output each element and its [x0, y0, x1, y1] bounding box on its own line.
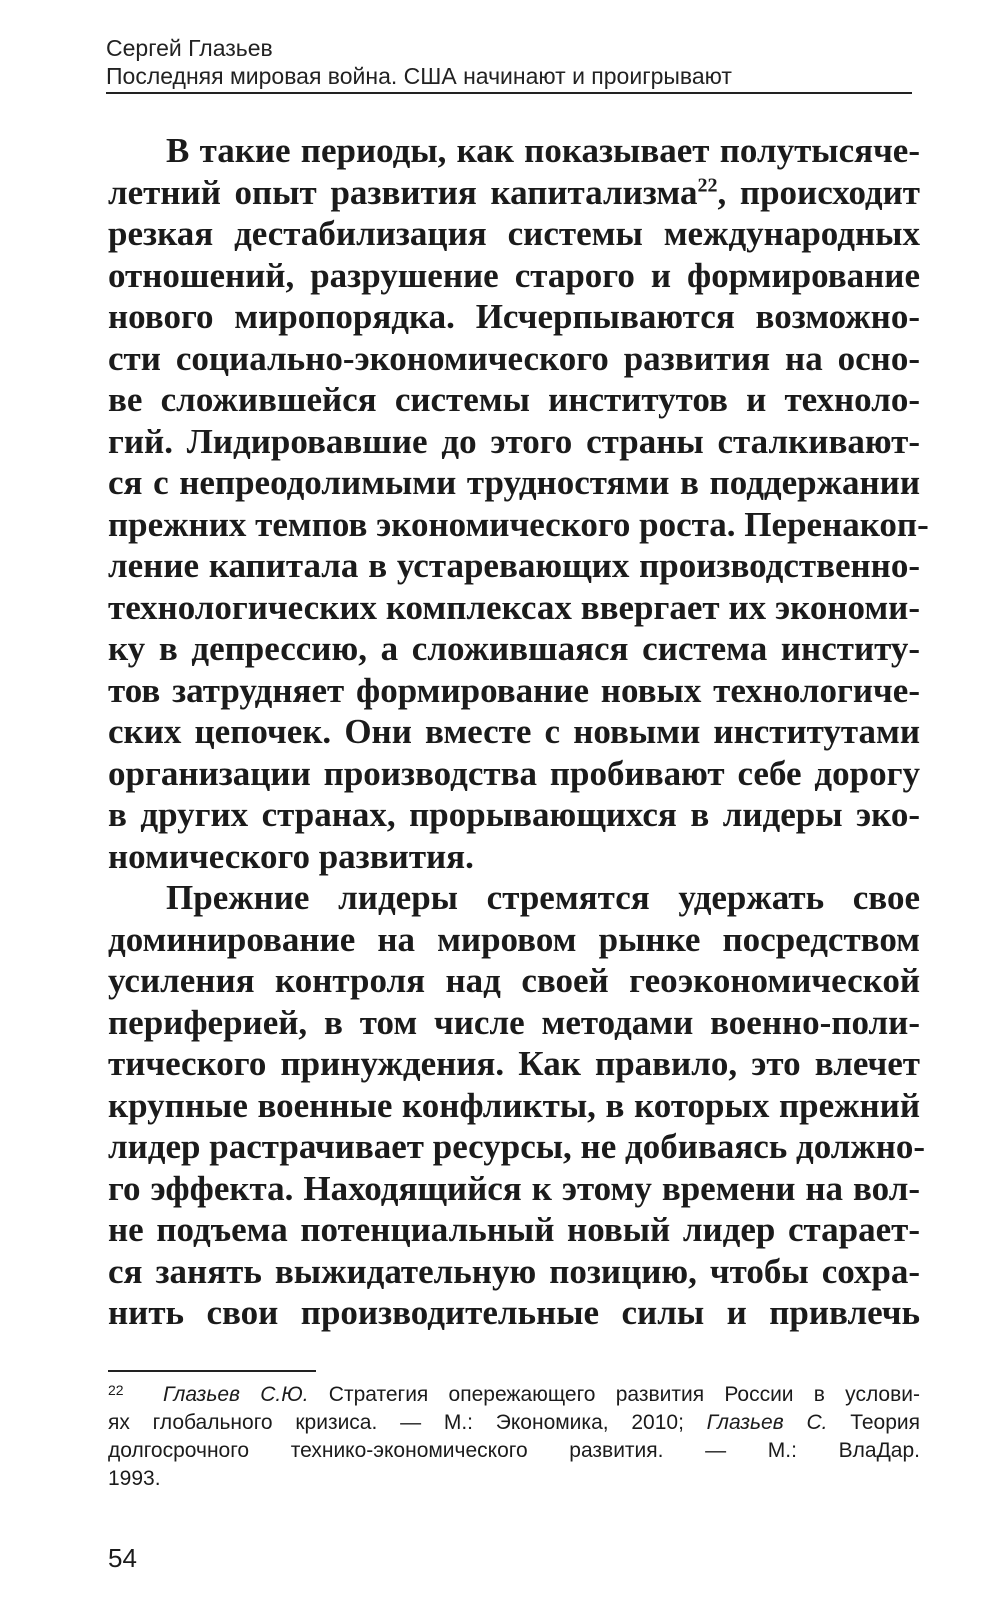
- text-line: ских цепочек. Они вместе с новыми институтами: [108, 712, 920, 751]
- text-line: прежних темпов экономического роста. Перенакоп-: [108, 504, 929, 544]
- text-line: в других странах, прорывающихся в лидеры эко-: [108, 795, 920, 834]
- footnote-text: [163, 1381, 920, 1409]
- footnote-text-continued: [108, 1409, 920, 1493]
- text-line: усиления контроля над своей геоэкономической: [108, 961, 920, 1000]
- footnote-line: 1993.: [108, 1467, 161, 1490]
- text-line: нового миропорядка. Исчерпываются возможно-: [108, 297, 920, 336]
- page-number: 54: [108, 1543, 137, 1573]
- footnote: [108, 1381, 920, 1493]
- text-line: номического развития.: [108, 836, 474, 876]
- text-fragment: летний опыт развития капитализма: [108, 172, 698, 212]
- text-line: периферией, в том числе методами военно-поли-: [108, 1002, 920, 1042]
- text-fragment: , происходит: [717, 172, 920, 212]
- text-line: ление капитала в устаревающих производственно-: [108, 546, 920, 585]
- text-line: го эффекта. Находящийся к этому времени на вол-: [108, 1168, 920, 1208]
- text-line: ся с непреодолимыми трудностями в поддержании: [108, 463, 920, 502]
- text-line: сти социально-экономического развития на осно-: [108, 338, 920, 378]
- footnote-reference[interactable]: 22: [697, 173, 718, 196]
- footnote-number: 22: [108, 1382, 124, 1398]
- text-line: отношений, разрушение старого и формирование: [108, 255, 920, 295]
- footnote-line: долгосрочного технико-экономического развития. — М.: ВлаДар.: [108, 1439, 920, 1462]
- footnote-line: [163, 1381, 920, 1409]
- text-line: тического принуждения. Как правило, это влечет: [108, 1044, 920, 1083]
- text-line: тов затрудняет формирование новых технологиче-: [108, 670, 920, 710]
- text-line: ку в депрессию, а сложившаяся система институ-: [108, 629, 920, 668]
- text-line: ся занять выжидательную позицию, чтобы сохра-: [108, 1251, 920, 1291]
- main-text: [108, 130, 929, 1334]
- text-line: нить свои производительные силы и привлечь: [108, 1293, 920, 1332]
- text-line: доминирование на мировом рынке посредством: [108, 919, 920, 959]
- footnote-fragment: ях глобального кризиса. — М.: Экономика, 2010;: [108, 1411, 707, 1434]
- text-line: резкая дестабилизация системы международных: [108, 214, 920, 253]
- text-line: ве сложившейся системы институтов и техноло-: [108, 380, 920, 419]
- text-line: [108, 172, 920, 214]
- text-line: Прежние лидеры стремятся удержать свое: [166, 878, 920, 917]
- footnote-line: [108, 1409, 920, 1437]
- footnote-divider: [108, 1370, 316, 1372]
- text-line: организации производства пробивают себе дорогу: [108, 753, 920, 793]
- text-line: технологических комплексах ввергает их экономи-: [108, 587, 920, 627]
- text-line: гий. Лидировавшие до этого страны сталкивают-: [108, 421, 920, 461]
- footnote-author: Глазьев С.: [706, 1411, 828, 1434]
- footnote-fragment: Теория: [827, 1411, 921, 1434]
- running-header: [106, 34, 912, 94]
- text-line: крупные военные конфликты, в которых прежний: [108, 1085, 920, 1125]
- text-line: В такие периоды, как показывает полутысяче-: [166, 131, 920, 170]
- text-line: лидер растрачивает ресурсы, не добиваясь должно-: [108, 1127, 926, 1166]
- footnote-fragment: Стратегия опережающего развития России в услови-: [308, 1383, 920, 1406]
- header-author: Сергей Глазьев: [106, 35, 273, 61]
- footnote-author: Глазьев С.Ю.: [163, 1383, 309, 1406]
- text-line: не подъема потенциальный новый лидер старает-: [108, 1210, 920, 1249]
- header-book-title: Последняя мировая война. США начинают и проигрывают: [106, 62, 912, 94]
